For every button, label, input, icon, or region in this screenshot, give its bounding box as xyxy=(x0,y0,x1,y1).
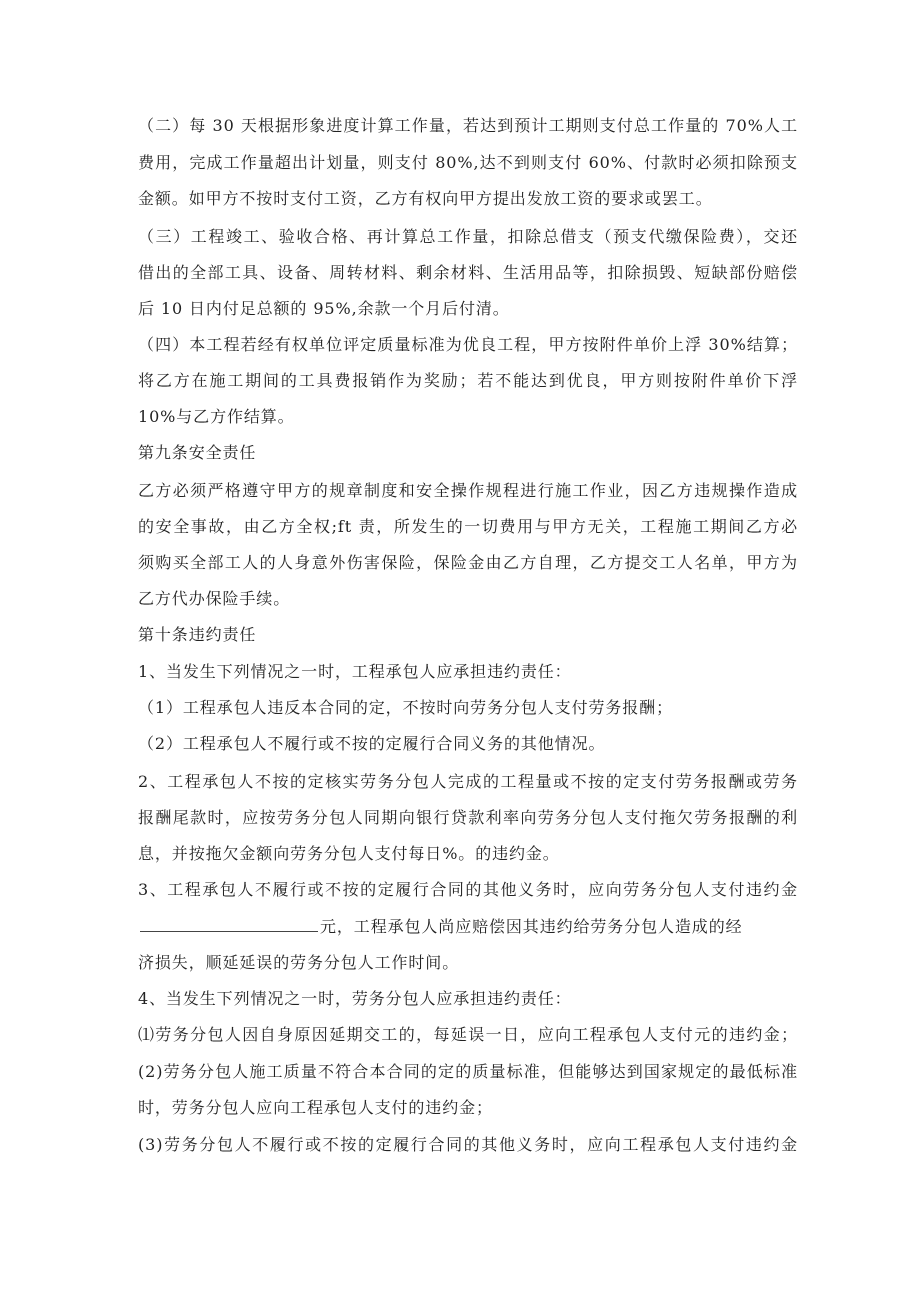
section-heading: 第十条违约责任 xyxy=(138,625,257,644)
text-line: 的安全事故，由乙方全权;ft 责，所发生的一切费用与甲方无关，工程施工期间乙方必 xyxy=(138,517,798,536)
text-line: (2)劳务分包人施工质量不符合本合同的定的质量标准，但能够达到国家规定的最低标准 xyxy=(138,1062,798,1081)
text-line-with-blank xyxy=(140,915,800,938)
text-line: 济损失，顺延延误的劳务分包人工作时间。 xyxy=(138,953,460,972)
text-line: （二）每 30 天根据形象进度计算工作量，若达到预计工期则支付总工作量的 70%人工 xyxy=(138,116,798,135)
text-line: 费用，完成工作量超出计划量，则支付 80%,达不到则支付 60%、付款时必须扣除预支 xyxy=(138,153,798,172)
text-line: 将乙方在施工期间的工具费报销作为奖励；若不能达到优良，甲方则按附件单价下浮 xyxy=(138,371,798,390)
text-line: (3)劳务分包人不履行或不按的定履行合同的其他义务时，应向工程承包人支付违约金 xyxy=(138,1135,798,1154)
text-segment: 元，工程承包人尚应赔偿因其违约给劳务分包人造成的经 xyxy=(320,917,743,936)
text-line: 3、工程承包人不履行或不按的定履行合同的其他义务时，应向劳务分包人支付违约金 xyxy=(138,880,798,899)
text-line: 报酬尾款时，应按劳务分包人同期向银行贷款利率向劳务分包人支付拖欠劳务报酬的利 xyxy=(138,808,798,827)
text-line: 后 10 日内付足总额的 95%,余款一个月后付清。 xyxy=(138,299,510,318)
fill-in-blank[interactable] xyxy=(140,915,318,932)
text-line: ⑴劳务分包人因自身原因延期交工的，每延误一日，应向工程承包人支付元的违约金； xyxy=(138,1025,798,1044)
text-line: 借出的全部工具、设备、周转材料、剩余材料、生活用品等，扣除损毁、短缺部份赔偿 xyxy=(138,263,798,282)
text-line: 乙方必须严格遵守甲方的规章制度和安全操作规程进行施工作业，因乙方违规操作造成 xyxy=(138,481,798,500)
text-line: 金额。如甲方不按时支付工资，乙方有权向甲方提出发放工资的要求或罢工。 xyxy=(138,189,713,208)
text-line: 时，劳务分包人应向工程承包人支付的违约金； xyxy=(138,1098,493,1117)
text-line: （2）工程承包人不履行或不按的定履行合同义务的其他情况。 xyxy=(138,734,606,753)
text-line: （四）本工程若经有权单位评定质量标准为优良工程，甲方按附件单价上浮 30%结算； xyxy=(138,335,798,354)
text-line: 4、当发生下列情况之一时，劳务分包人应承担违约责任： xyxy=(138,989,572,1008)
text-line: 须购买全部工人的人身意外伤害保险，保险金由乙方自理，乙方提交工人名单，甲方为 xyxy=(138,553,798,572)
text-line: 1、当发生下列情况之一时，工程承包人应承担违约责任： xyxy=(138,662,572,681)
text-line: （1）工程承包人违反本合同的定，不按时向劳务分包人支付劳务报酬； xyxy=(138,698,673,717)
text-line: 10%与乙方作结算。 xyxy=(138,407,295,426)
section-heading: 第九条安全责任 xyxy=(138,443,257,462)
text-line: 息，并按拖欠金额向劳务分包人支付每日%。的违约金。 xyxy=(138,844,560,863)
text-line: （三）工程竣工、验收合格、再计算总工作量，扣除总借支（预支代缴保险费），交还 xyxy=(138,227,798,246)
text-line: 2、工程承包人不按的定核实劳务分包人完成的工程量或不按的定支付劳务报酬或劳务 xyxy=(138,772,798,791)
text-line: 乙方代办保险手续。 xyxy=(138,589,291,608)
